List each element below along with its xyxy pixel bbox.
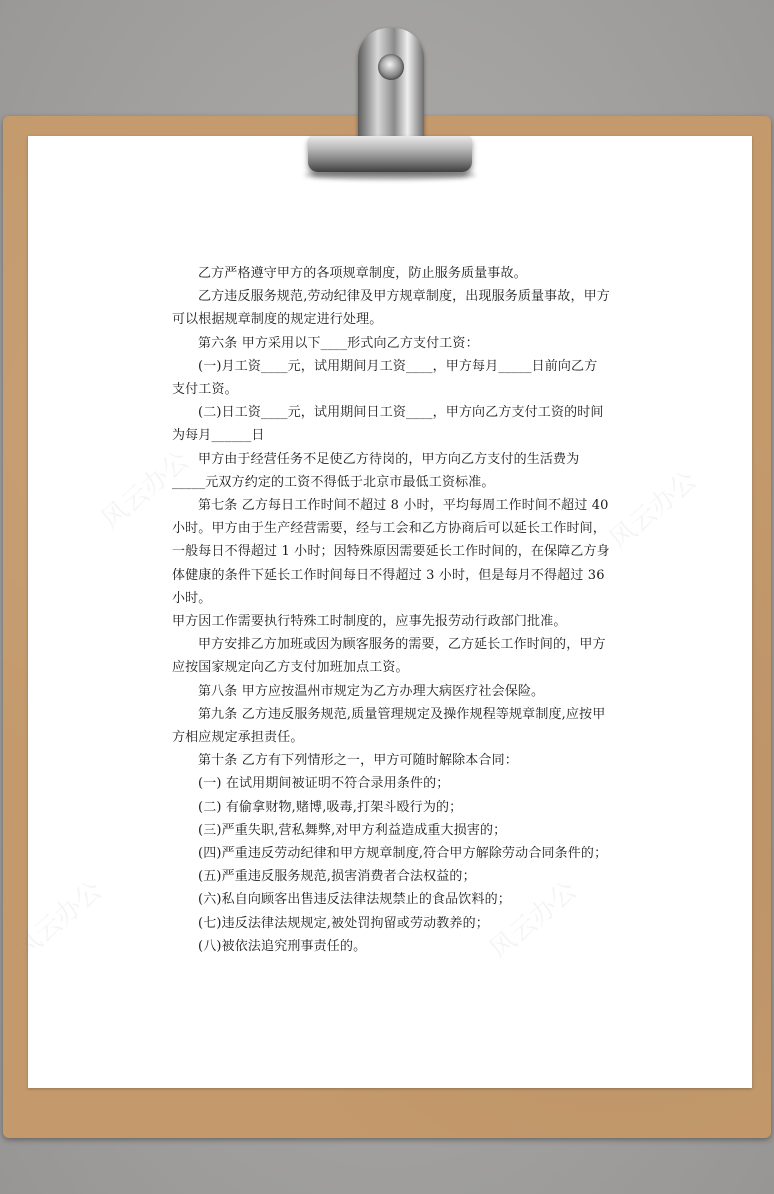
article-8: 第八条 甲方应按温州市规定为乙方办理大病医疗社会保险。 [198,683,545,699]
list-item: (八)被依法追究刑事责任的。 [198,938,367,954]
list-item: (五)严重违反服务规范,损害消费者合法权益的； [198,869,476,885]
article-6-heading: 第六条 甲方采用以下____形式向乙方支付工资： [198,335,479,351]
list-item: (六)私自向顾客出售违反法律法规禁止的食品饮料的； [198,892,511,908]
article-9: 第九条 乙方违反服务规范,质量管理规定及操作规程等规章制度,应按甲方相应规定承担责任。 [172,706,606,746]
paragraph: (二)日工资____元，试用期间日工资____，甲方向乙方支付工资的时间为每月______日 [172,405,604,444]
list-item: (一) 在试用期间被证明不符合录用条件的； [198,776,450,792]
paragraph: (一)月工资____元，试用期间月工资____，甲方每月_____日前向乙方支付工资。 [172,358,598,398]
list-item: (七)违反法律法规规定,被处罚拘留或劳动教养的； [198,915,489,931]
paragraph: 乙方违反服务规范,劳动纪律及甲方规章制度，出现服务质量事故，甲方可以根据规章制度的规定进行处理。 [172,289,610,328]
article-7: 第七条 乙方每日工作时间不超过 8 小时，平均每周工作时间不超过 40 小时。甲方由于生产经营需要，经与工会和乙方协商后可以延长工作时间，一般每日不得超过 1 小时；因特殊原因需要延长工作时间的，在保障乙方身体健康的条件下延长工作时间每日不得超过 3 小时，但是每月不得超过 36 小时。 [172,498,610,606]
paragraph: 甲方因工作需要执行特殊工时制度的，应事先报劳动行政部门批准。 [172,614,567,630]
article-10-heading: 第十条 乙方有下列情形之一，甲方可随时解除本合同： [198,753,518,769]
document-body [172,262,610,958]
list-item: (四)严重违反劳动纪律和甲方规章制度,符合甲方解除劳动合同条件的； [198,846,608,862]
binder-clip-icon [300,24,480,184]
list-item: (三)严重失职,营私舞弊,对甲方利益造成重大损害的； [198,822,507,838]
paragraph: 甲方安排乙方加班或因为顾客服务的需要，乙方延长工作时间的，甲方应按国家规定向乙方支付加班加点工资。 [172,637,606,676]
list-item: (二) 有偷拿财物,赌博,吸毒,打架斗殴行为的； [198,799,463,815]
paragraph: 乙方严格遵守甲方的各项规章制度，防止服务质量事故。 [198,266,527,281]
paragraph: 甲方由于经营任务不足使乙方待岗的，甲方向乙方支付的生活费为_____元双方约定的工资不得低于北京市最低工资标准。 [172,451,580,490]
